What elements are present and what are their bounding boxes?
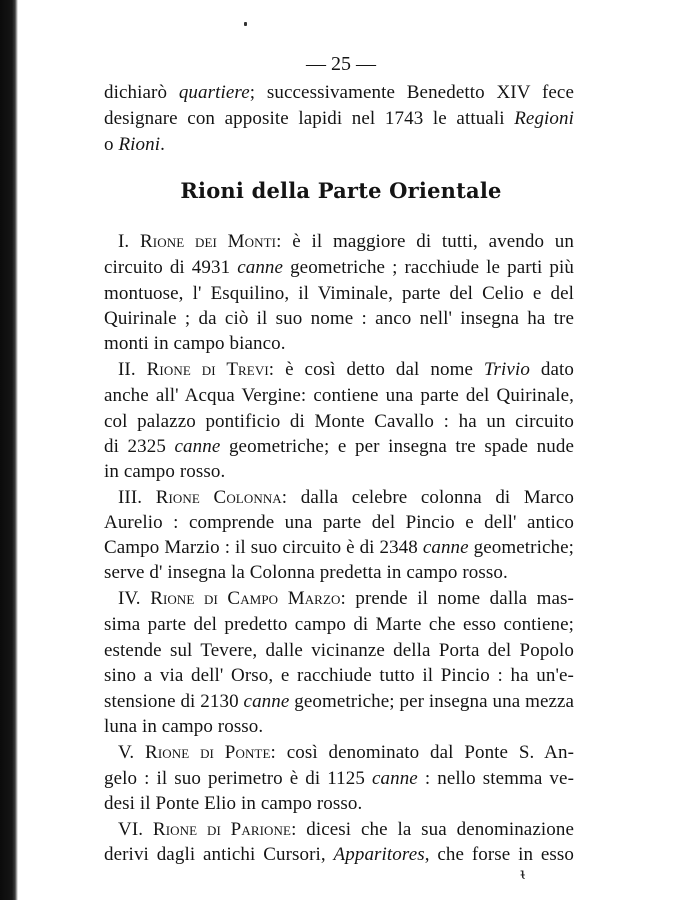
- rione-name: Rione di Ponte: [145, 742, 271, 763]
- rione-numeral: I.: [118, 231, 130, 252]
- rione-name: Rione di Campo Marzo: [150, 588, 341, 609]
- rione-numeral: V.: [118, 742, 135, 763]
- rione-name: Rione Colonna: [155, 487, 282, 508]
- text-line: montuose, l' Esquilino, il Viminale, parte del Celio e del: [104, 283, 574, 304]
- intro-line: o Rioni.: [104, 134, 165, 155]
- rione-heading-line: V. Rione di Ponte: così denominato dal Ponte S. An-: [118, 742, 575, 763]
- text-line: desi il Ponte Elio in campo rosso.: [104, 793, 363, 814]
- text-line: luna in campo rosso.: [104, 716, 264, 737]
- text-line: Campo Marzio : il suo circuito è di 2348 canne geometriche;: [104, 537, 574, 558]
- text-line: sino a via dell' Orso, e racchiude tutto il Pincio : ha un'e-: [104, 665, 574, 686]
- rione-name: Rione di Trevi: [146, 359, 269, 380]
- rione-numeral: VI.: [118, 819, 144, 840]
- intro-line: designare con apposite lapidi nel 1743 le attuali Regioni: [104, 108, 574, 129]
- rione-heading-line: I. Rione dei Monti: è il maggiore di tutti, avendo un: [118, 231, 574, 252]
- text-line: di 2325 canne geometriche; e per insegna tre spade nude: [104, 436, 574, 457]
- text-line: serve d' insegna la Colonna predetta in campo rosso.: [104, 562, 508, 583]
- text-line: stensione di 2130 canne geometriche; per insegna una mezza: [104, 691, 575, 712]
- text-line: Aurelio : comprende una parte del Pincio e dell' antico: [104, 512, 574, 533]
- text-line: derivi dagli antichi Cursori, Apparitores, che forse in esso: [104, 844, 575, 865]
- text-line: circuito di 4931 canne geometriche ; racchiude le parti più: [104, 257, 574, 278]
- rione-numeral: IV.: [118, 588, 141, 609]
- text-line: estende sul Tevere, dalle vicinanze della Porta del Popolo: [104, 640, 574, 661]
- section-title: Rioni della Parte Orientale: [180, 178, 502, 203]
- intro-line: dichiarò quartiere; successivamente Benedetto XIV fece: [104, 82, 574, 103]
- rione-heading-line: II. Rione di Trevi: è così detto dal nome Trivio dato: [118, 359, 574, 380]
- rione-numeral: III.: [118, 487, 143, 508]
- rione-numeral: II.: [118, 359, 136, 380]
- text-line: in campo rosso.: [104, 461, 226, 482]
- text-line: sima parte del predetto campo di Marte che esso contiene;: [104, 614, 574, 635]
- text-line: gelo : il suo perimetro è di 1125 canne : nello stemma ve-: [104, 768, 574, 789]
- text-line: anche all' Acqua Vergine: contiene una parte del Quirinale,: [104, 385, 574, 406]
- text-line: col palazzo pontificio di Monte Cavallo : ha un circuito: [104, 411, 574, 432]
- rione-heading-line: IV. Rione di Campo Marzo: prende il nome dalla mas-: [118, 588, 574, 609]
- rione-name: Rione di Parione: [152, 819, 292, 840]
- stray-mark: ᵼ: [520, 864, 527, 883]
- text-line: Quirinale ; da ciò il suo nome : anco nell' insegna ha tre: [104, 308, 574, 329]
- rione-heading-line: VI. Rione di Parione: dicesi che la sua denominazione: [118, 819, 574, 840]
- rione-heading-line: III. Rione Colonna: dalla celebre colonna di Marco: [118, 487, 574, 508]
- rione-name: Rione dei Monti: [140, 231, 277, 252]
- page-number: — 25 —: [306, 53, 376, 75]
- text-line: monti in campo bianco.: [104, 333, 286, 354]
